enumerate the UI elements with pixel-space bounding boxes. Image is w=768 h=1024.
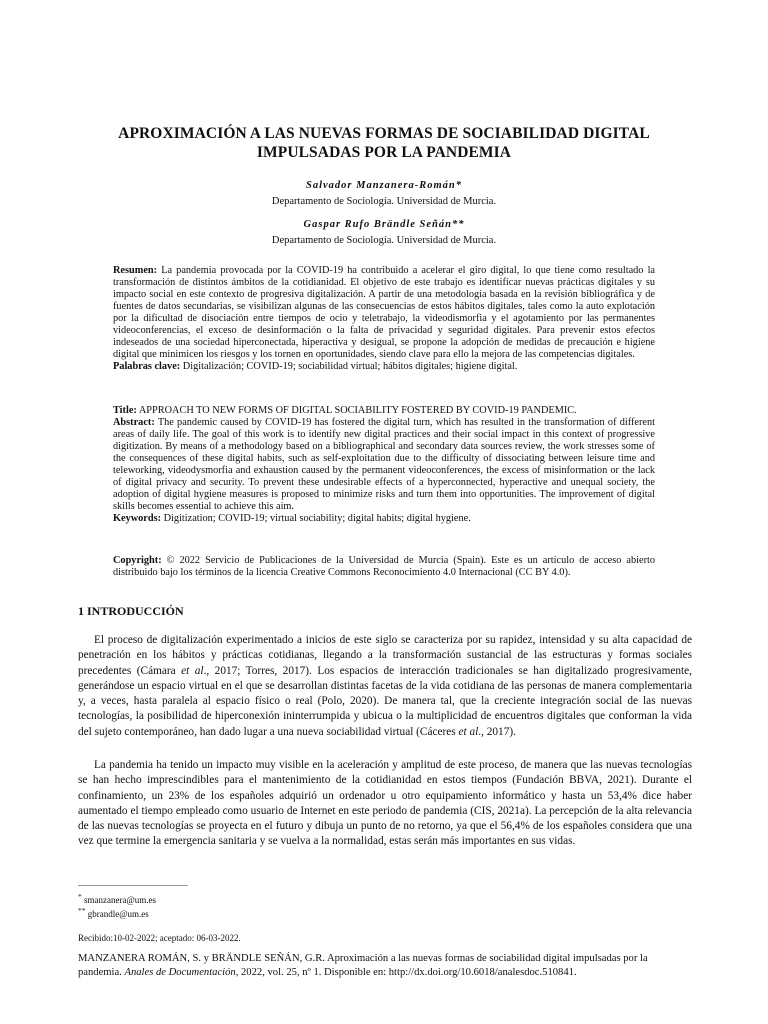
paragraph-1-part-c: ., 2017). (478, 725, 516, 738)
citation (78, 952, 692, 979)
abstract-label: Abstract: (113, 417, 155, 428)
body-paragraph-2: La pandemia ha tenido un impacto muy visible en la aceleración y amplitud de este proceso, de manera que las nuevas tecnologías se han hecho imprescindibles para el mantenimiento de la cotidianidad en estos tiempos (Fundación BBVA, 2021). Durante el confinamiento, un 23% de los españoles adquirió un ordenador u otro equipamiento informático y hasta un 53,4% dice haber aumentado el tiempo empleado como usuario de Internet en este periodo de pandemia (CIS, 2021a). La percepción de la alta relevancia de las nuevas tecnologías se proyecta en el futuro y dibuja un punto de no retorno, ya que el 56,4% de los españoles considera que una vez que termine la emergencia sanitaria y se vuelva a la normalidad, estas serán más importantes en sus vidas. (78, 759, 692, 848)
palabras-clave-label: Palabras clave: (113, 361, 181, 372)
resumen-label: Resumen: (113, 265, 158, 276)
footnote-1-mark: * (78, 892, 82, 901)
copyright-block (113, 555, 655, 579)
footnote-1 (78, 892, 156, 905)
palabras-clave-text: Digitalización; COVID-19; sociabilidad virtual; hábitos digitales; higiene digital. (182, 361, 518, 372)
citation-part-a: MANZANERA ROMÁN, S. y BRÄNDLE SEÑÁN, G.R. Aproximación a las nuevas formas de sociabilidad digital impulsadas por la pandemia. (78, 953, 648, 978)
title-line-1: APROXIMACIÓN A LAS NUEVAS FORMAS DE SOCIABILIDAD DIGITAL (118, 125, 650, 142)
footnote-rule (78, 885, 188, 886)
author-2-name: Gaspar Rufo Brändle Señán** (303, 219, 465, 230)
paragraph-1-part-b: ., 2017; Torres, 2017). Los espacios de interacción tradicionales se han digitalizado progresivamente, generándose un espacio virtual en el que se desarrollan distintas facetas de la vida cotidiana de las personas de manera complementaria y, a veces, hasta paralela al espacio físico o real (Polo, 2020). De manera tal, que la creciente integración social de las nuevas tecnologías, la posibilidad de hiperconexión ininterrumpida y ubicua o la multiplicidad de encuentros digitales que conforman la vida del sujeto contemporáneo, han dado lugar a una nueva sociabilidad virtual (Cáceres (78, 664, 692, 738)
resumen-block (113, 265, 655, 373)
footnote-2 (78, 906, 149, 919)
citation-journal: Anales de Documentación (124, 966, 236, 978)
footnote-1-email: smanzanera@um.es (84, 895, 157, 905)
title-line-2: IMPULSADAS POR LA PANDEMIA (256, 144, 512, 161)
citation-part-b: , 2022, vol. 25, nº 1. Disponible en: http://dx.doi.org/10.6018/analesdoc.510841. (235, 966, 577, 978)
abstract-text: The pandemic caused by COVID-19 has fostered the digital turn, which has resulted in the transformation of different areas of daily life. The goal of this work is to identify new digital practices and their social impact in this context of progressive digitization. By means of a methodology based on a bibliographical and secondary data sources review, the work stresses some of the consequences of these digital habits, such as self-exploitation due to the difficulty of dissociating between leisure time and teleworking, videodysmorfia and exhaustion caused by the permanent videoconferences, the excess of misinformation or the lack of digital privacy and security. To prevent these undesirable effects of a hyperconnected, hyperactive and unequal society, the adoption of digital hygiene measures is proposed to minimize risks and turn them into opportunities. The improvement of digital skills becomes essential to achieve this aim. (113, 417, 655, 512)
copyright-label: Copyright: (113, 555, 162, 566)
abstract-block (113, 405, 655, 525)
section-heading: 1 INTRODUCCIÓN (78, 604, 184, 618)
keywords-label: Keywords: (113, 513, 162, 524)
footnote-2-mark: ** (78, 906, 86, 915)
received-dates: Recibido:10-02-2022; aceptado: 06-03-2022. (78, 933, 241, 943)
paragraph-1-etal-2: et al (458, 725, 479, 738)
author-1-name: Salvador Manzanera-Román* (306, 180, 462, 191)
footnote-2-email: gbrandle@um.es (87, 909, 149, 919)
paragraph-1-part-a: El proceso de digitalización experimentado a inicios de este siglo se caracteriza por su rapidez, intensidad y su alta capacidad de penetración en los hábitos y prácticas cotidianas, llegando a la transformación sustancial de las estructuras y formas sociales precedentes (Cámara (78, 634, 692, 677)
copyright-text: © 2022 Servicio de Publicaciones de la Universidad de Murcia (Spain). Este es un artículo de acceso abierto distribuido bajo los términos de la licencia Creative Commons Reconocimiento 4.0 Internacional (CC BY 4.0). (113, 555, 656, 578)
author-1-affiliation: Departamento de Sociología. Universidad de Murcia. (271, 196, 497, 207)
body-paragraph-1 (78, 633, 692, 740)
paragraph-1-etal-1: et al (181, 664, 204, 677)
paper-title (80, 124, 688, 162)
author-2-affiliation: Departamento de Sociología. Universidad de Murcia. (271, 235, 497, 246)
title-en-text: APPROACH TO NEW FORMS OF DIGITAL SOCIABILITY FOSTERED BY COVID-19 PANDEMIC. (138, 405, 577, 416)
resumen-text: La pandemia provocada por la COVID-19 ha contribuido a acelerar el giro digital, lo que tiene como resultado la transformación de distintos ámbitos de la cotidianidad. El objetivo de este trabajo es identificar nuevas prácticas digitales y su impacto social en este contexto de progresiva digitalización. A partir de una metodología basada en la revisión bibliográfica y de fuentes de datos secundarias, se visibilizan algunas de las consecuencias de estos hábitos digitales, tales como la auto explotación por la dificultad de disociación entre tiempos de ocio y teletrabajo, la videodismorfia y el agotamiento por las permanentes videoconferencias, el exceso de desinformación o la falta de privacidad y seguridad digitales. Para prevenir estos efectos indeseados de una sociedad hiperconectada, hiperactiva y desigual, se propone la adopción de medidas de precaución e higiene digital que minimicen los riesgos y los tornen en oportunidades, siendo clave para ello la mejora de las competencias digitales. (113, 265, 656, 360)
keywords-text: Digitization; COVID-19; virtual sociability; digital habits; digital hygiene. (163, 513, 471, 524)
title-en-label: Title: (113, 405, 137, 416)
